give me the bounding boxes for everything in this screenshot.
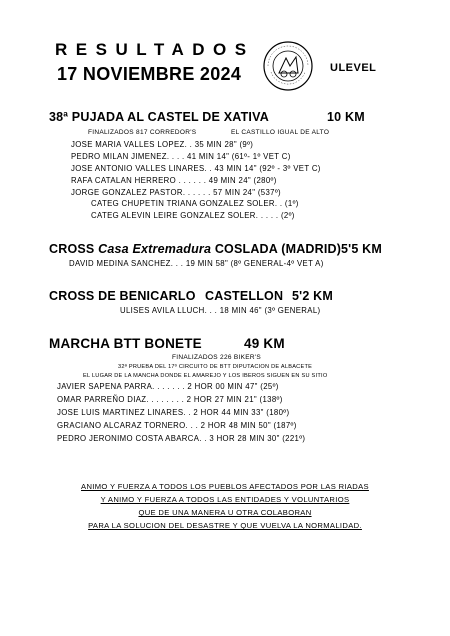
race1-result: JOSE MARIA VALLES LOPEZ. . 35 MIN 28" (9º) [71, 140, 254, 149]
race3-title: CROSS DE BENICARLO [49, 289, 196, 303]
race2-result: DAVID MEDINA SANCHEZ. . . 19 MIN 58" (8º GENERAL-4º VET A) [69, 259, 324, 268]
race2-title-host: Casa Extremadura [98, 242, 212, 256]
race1-title: 38ª PUJADA AL CASTEL DE XATIVA [49, 110, 269, 124]
brand-text: ULEVEL [330, 62, 377, 74]
page-date: 17 NOVIEMBRE 2024 [57, 64, 242, 84]
race4-result: JAVIER SAPENA PARRA. . . . . . . 2 HOR 00 MIN 47" (25º) [57, 382, 279, 391]
race3-distance: 5'2 KM [292, 289, 333, 303]
race3-result: ULISES AVILA LLUCH. . . 18 MIN 46" (3º GENERAL) [120, 306, 321, 315]
race2-distance: 5'5 KM [341, 242, 382, 256]
race1-subtitle-finishers: FINALIZADOS 817 CORREDOR'S [88, 129, 197, 136]
race2-title-cross: CROSS [49, 242, 95, 256]
race4-result: PEDRO JERONIMO COSTA ABARCA. . 3 HOR 28 MIN 30" (221º) [57, 434, 306, 443]
race4-distance: 49 KM [244, 336, 285, 351]
race1-result-category: CATEG ALEVIN LEIRE GONZALEZ SOLER. . . . . (2º) [91, 211, 295, 220]
race4-result: GRACIANO ALCARAZ TORNERO. . . 2 HOR 48 MIN 50" (187º) [57, 421, 297, 430]
race3-place: CASTELLON [205, 289, 284, 303]
message-line: ANIMO Y FUERZA A TODOS LOS PUEBLOS AFECTADOS POR LAS RIADAS [81, 482, 369, 491]
race1-result-category: CATEG CHUPETIN TRIANA GONZALEZ SOLER. . (1º) [91, 199, 299, 208]
race1-distance: 10 KM [327, 110, 365, 124]
club-logo [262, 40, 314, 92]
message-line: QUE DE UNA MANERA U OTRA COLABORAN [138, 508, 312, 517]
message-line: Y ANIMO Y FUERZA A TODOS LAS ENTIDADES Y VOLUNTARIOS [100, 495, 350, 504]
race4-note: EL LUGAR DE LA MANCHA DONDE EL AMAREJO Y LOS IBEROS SIGUEN EN SU SITIO [83, 373, 328, 379]
race1-result: JORGE GONZALEZ PASTOR. . . . . . 57 MIN 24" (537º) [71, 188, 282, 197]
race4-note: 32ª PRUEBA DEL 17º CIRCUITO DE BTT DIPUTACION DE ALBACETE [118, 364, 313, 370]
page-title: RESULTADOS [55, 40, 255, 59]
race4-subtitle: FINALIZADOS 226 BIKER'S [172, 354, 262, 361]
race4-title: MARCHA BTT BONETE [49, 336, 202, 351]
race1-result: PEDRO MILAN JIMENEZ. . . . 41 MIN 14" (61º- 1º VET C) [71, 152, 291, 161]
race1-result: RAFA CATALAN HERRERO . . . . . . 49 MIN 24" (280º) [71, 176, 277, 185]
race4-result: JOSE LUIS MARTINEZ LINARES. . 2 HOR 44 MIN 33" (180º) [57, 408, 290, 417]
race2-title [49, 242, 341, 256]
race4-result: OMAR PARREÑO DIAZ. . . . . . . . 2 HOR 27 MIN 21" (138º) [57, 395, 283, 404]
race2-title-place: COSLADA (MADRID) [214, 242, 342, 256]
race1-subtitle-note: EL CASTILLO IGUAL DE ALTO [231, 129, 330, 136]
race1-result: JOSE ANTONIO VALLES LINARES. . 43 MIN 14" (92º - 3º VET C) [71, 164, 321, 173]
message-line: PARA LA SOLUCION DEL DESASTRE Y QUE VUELVA LA NORMALIDAD. [88, 521, 362, 530]
